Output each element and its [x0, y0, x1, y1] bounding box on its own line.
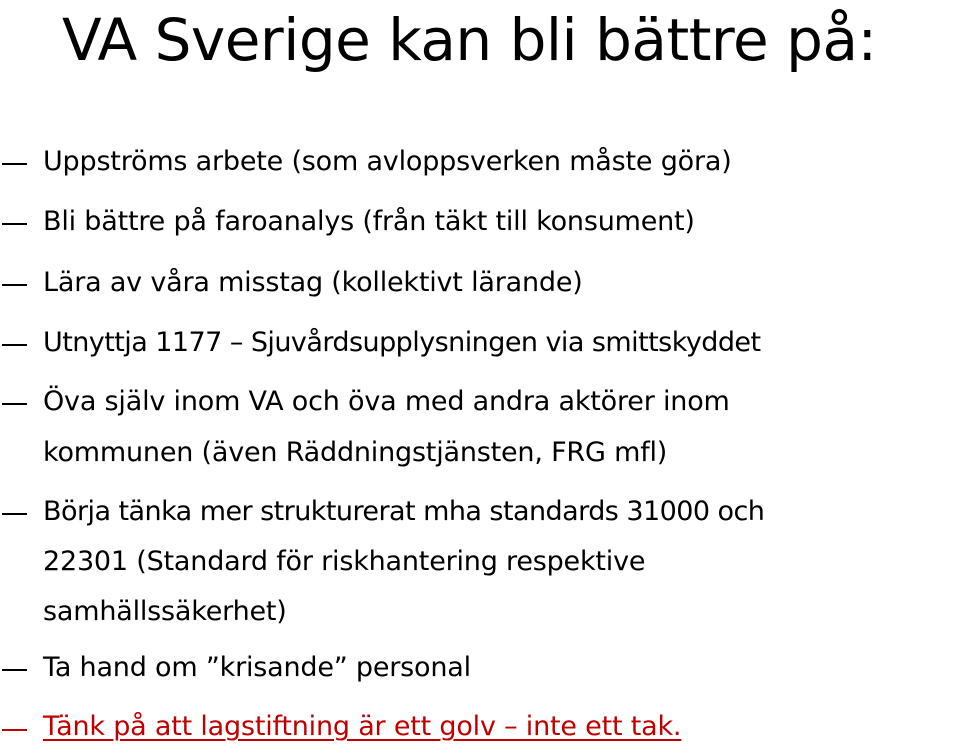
bullet-text: Uppströms arbete (som avloppsverken måste göra)	[43, 146, 732, 177]
bullet-text: Ta hand om ”krisande” personal	[43, 652, 471, 683]
bullet-text: 22301 (Standard för riskhantering respektive	[43, 546, 646, 577]
dash-bullet-icon	[2, 284, 27, 286]
dash-bullet-icon	[2, 403, 27, 405]
bullet-text: Bli bättre på faroanalys (från täkt till konsument)	[43, 206, 695, 237]
bullet-text: kommunen (även Räddningstjänsten, FRG mfl)	[43, 437, 668, 468]
bullet-text: Utnyttja 1177 – Sjuvårdsupplysningen via smittskyddet	[43, 327, 761, 358]
dash-bullet-icon	[2, 223, 27, 225]
slide-title: VA Sverige kan bli bättre på:	[62, 6, 877, 74]
dash-bullet-icon	[2, 513, 27, 515]
bullet-text: samhällssäkerhet)	[43, 596, 287, 627]
bullet-text-highlight: Tänk på att lagstiftning är ett golv – inte ett tak.	[43, 711, 682, 742]
dash-bullet-icon	[2, 344, 27, 346]
dash-bullet-icon	[2, 669, 27, 671]
dash-bullet-icon	[2, 163, 27, 165]
dash-bullet-icon	[2, 729, 27, 731]
bullet-text: Öva själv inom VA och öva med andra aktörer inom	[43, 386, 730, 417]
bullet-text: Börja tänka mer strukturerat mha standards 31000 och	[43, 496, 765, 527]
bullet-text: Lära av våra misstag (kollektivt lärande)	[43, 267, 583, 298]
